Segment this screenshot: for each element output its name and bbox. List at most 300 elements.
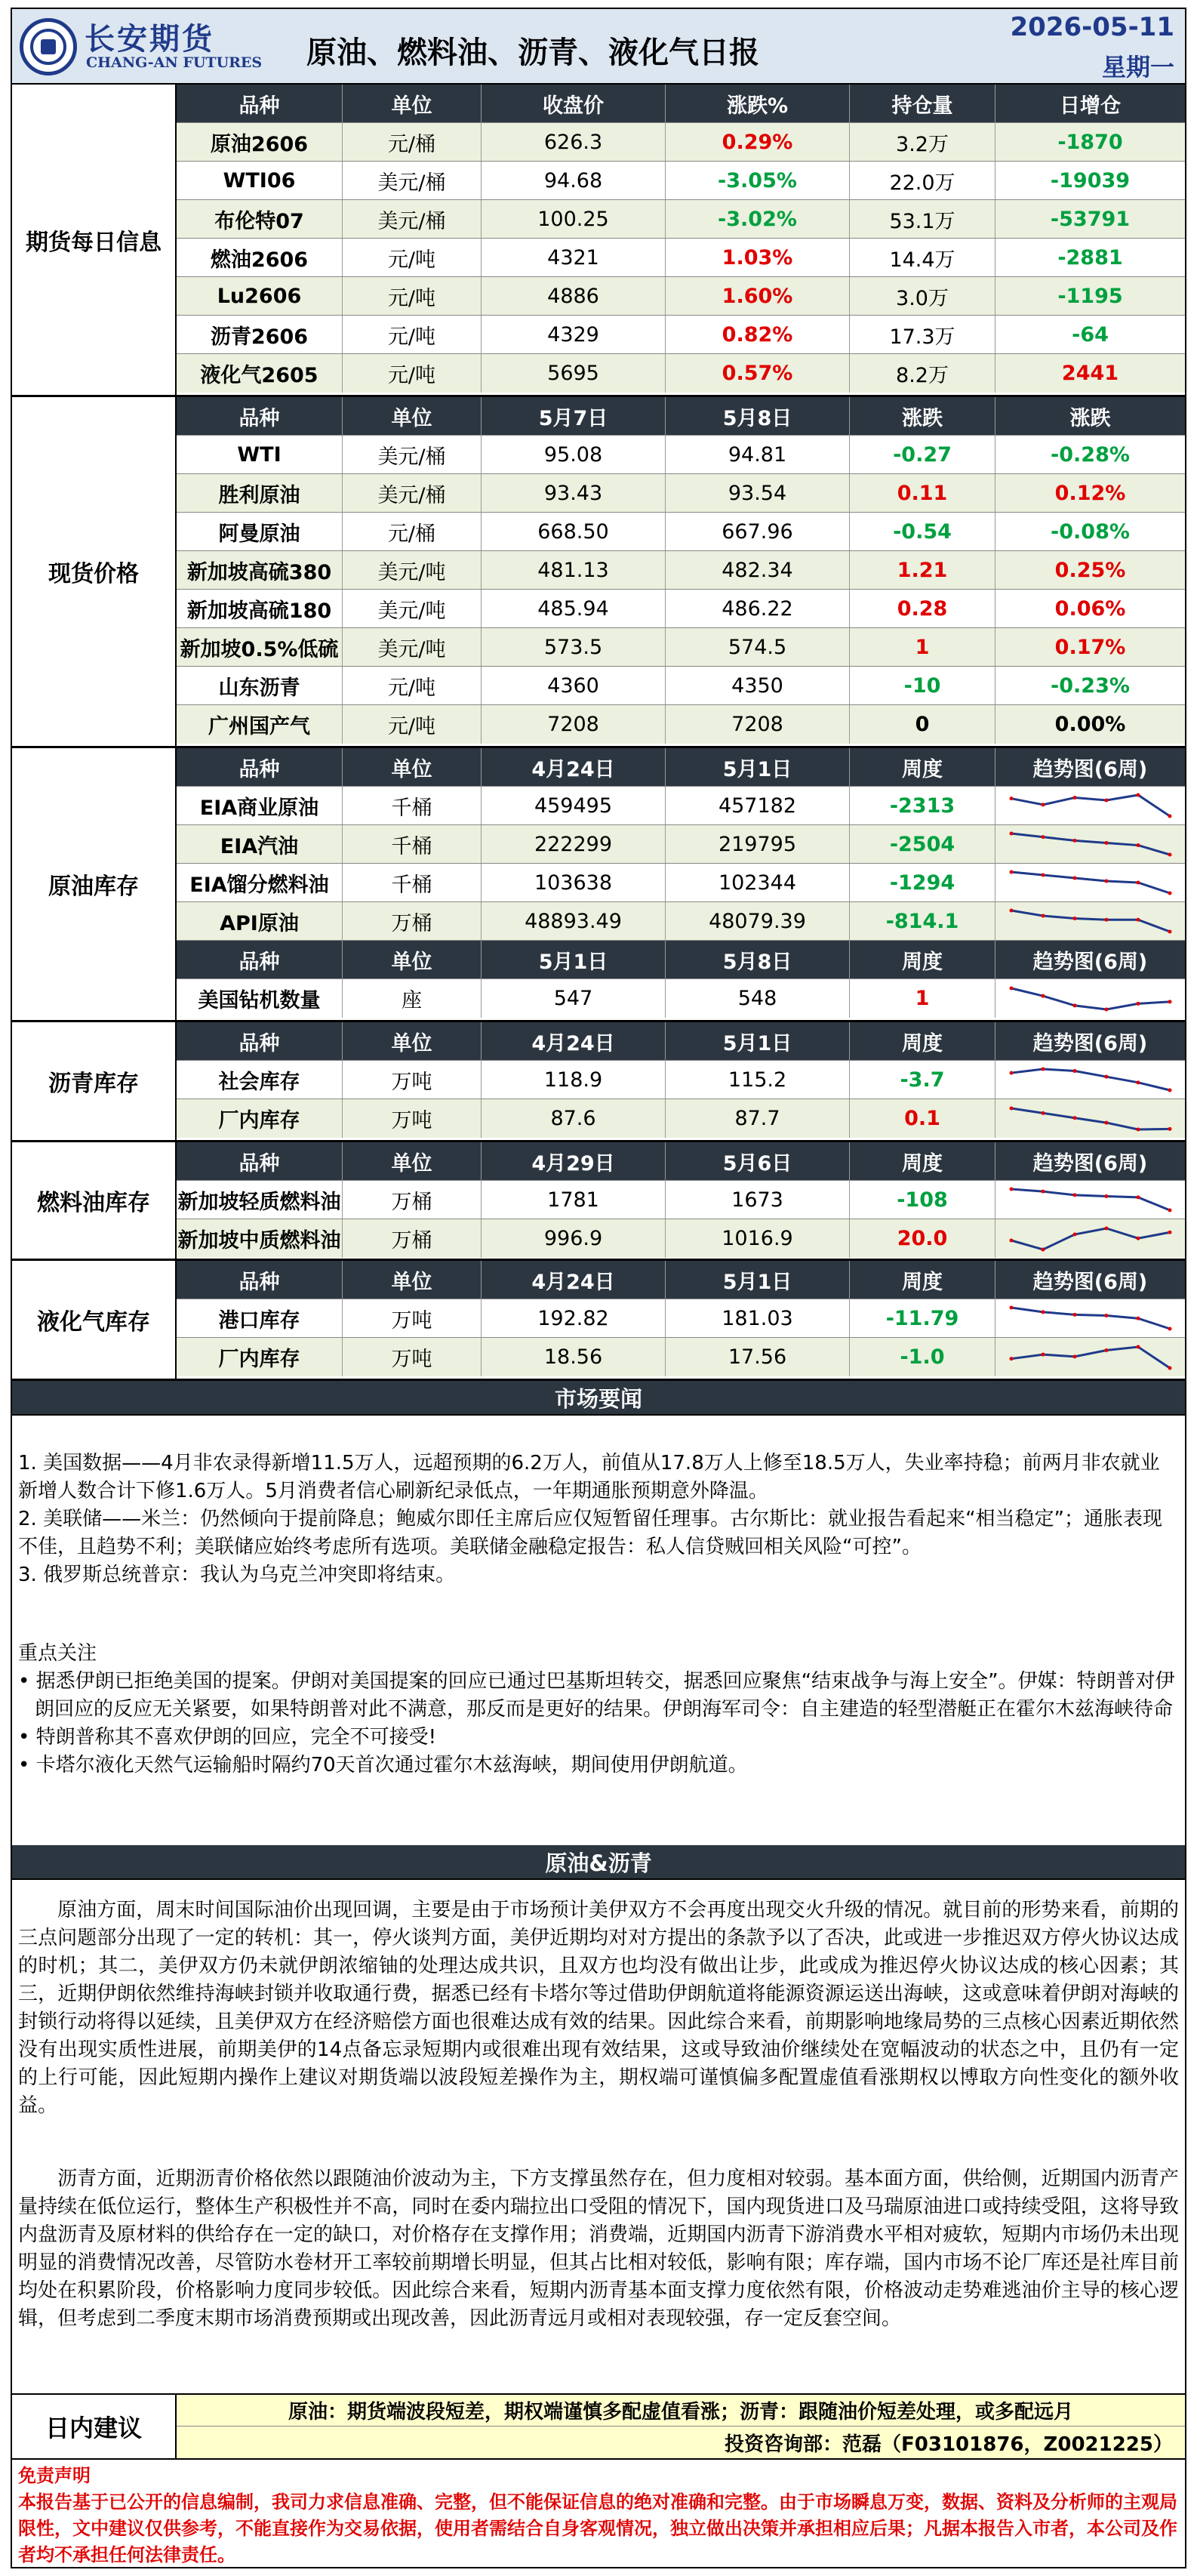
unit: 美元/桶 [343,162,482,199]
product-name: Lu2606 [177,277,343,315]
analysis-title: 原油&沥青 [12,1845,1185,1880]
advice-text: 原油：期货端波段短差，期权端谨慎多配虚值看涨；沥青：跟随油价短差处理，或多配远月 [177,2395,1185,2427]
focus-item: • 卡塔尔液化天然气运输船时隔约70天首次通过霍尔木兹海峡，期间使用伊朗航道。 [18,1754,748,1776]
asphalt-analysis: 沥青方面，近期沥青价格依然以跟随油价波动为主，下方支撑虽然存在，但力度相对较弱。基本面方面，供给侧，近期国内沥青产量持续在低位运行，整体生产积极性并不高，同时在委内瑞拉出口受阻的情况下，国内现货进口及马瑞原油进口或持续受阻，这将导致内盘沥青及原材料的供给存在一定的缺口，对价格存在支撑作用；消费端，近期国内沥青下游消费水平相对疲软，短期内市场仍未出现明显的消费情况改善，尽管防水卷材开工率较前期增长明显，但其占比相对较低，影响有限；库存端，国内市场不论厂库还是社库目前均处在积累阶段，价格影响力度同步较低。因此综合来看，短期内沥青基本面支撑力度依然有限，价格波动走势难逃油价主导的核心逻辑，但考虑到二季度末期市场消费预期或出现改善，因此沥青远月或相对表现较强，存一定反套空间。 [18,2168,1179,2330]
column-header: 涨跌 [1069,406,1111,430]
column-header: 周度 [850,748,995,786]
trend-point [1136,1195,1140,1199]
close-price: 94.68 [482,162,666,199]
company-name-cn: 长安期货 [85,22,214,57]
focus-title: 重点关注 [18,1642,97,1665]
section-label: 沥青库存 [12,1022,177,1140]
product-name: 阿曼原油 [177,513,343,550]
price-prev: 95.08 [482,436,666,473]
change-pct: 0.25% [1054,558,1126,582]
unit: 千桶 [343,825,482,863]
price-curr: 486.22 [666,590,850,627]
trend-point [1009,832,1013,836]
trend-point [1168,1366,1171,1370]
disclaimer [18,2463,1179,2568]
column-header: 周度 [850,941,995,978]
product-name: WTI06 [177,162,343,199]
table-row [177,239,1185,277]
trend-point [1009,909,1013,913]
price-prev: 485.94 [482,590,666,627]
news-item: 2. 美联储——米兰：仍然倾向于提前降息；鲍威尔即任主席后应仅短暂留任理事。古尔斯比：就业报告看起来“相当稳定”；通胀表现不佳，且趋势不利；美联储应始终考虑所有选项。美联储金融稳定报告：私人信贷贼回相关风险“可控”。 [18,1508,1163,1558]
trend-point [1104,1348,1108,1351]
trend-line [1011,911,1170,932]
table-header-row [177,941,1185,979]
unit: 元/桶 [343,513,482,550]
trend-sparkline [995,902,1185,940]
change: -0.54 [850,513,995,550]
trend-point [1104,1075,1108,1079]
news-item: 3. 俄罗斯总统普京：我认为乌克兰冲突即将结束。 [18,1564,456,1586]
open-interest: 17.3万 [850,316,995,353]
trend-point [1041,1310,1045,1314]
column-header: 品种 [177,1142,343,1180]
change-pct: -0.23% [1051,673,1130,698]
close-price: 4886 [482,277,666,315]
price-prev: 93.43 [482,474,666,512]
trend-sparkline [995,1061,1185,1098]
disclaimer-text: 本报告基于已公开的信息编制，我司力求信息准确、完整，但不能保证信息的绝对准确和完整。由于市场瞬息万变，数据、资料及分析师的主观局限性，文中建议仅供参考，不能直接作为交易依据，使用者需结合自身客观情况，独立做出决策并承担相应后果；凡据本报告入市者，本公司及作者均不承担任何法律责任。 [18,2491,1177,2565]
column-header: 单位 [343,748,482,786]
focus-item: • 据悉伊朗已拒绝美国的提案。伊朗对美国提案的回应已通过巴基斯坦转交，据悉回应聚焦“结束战争与海上安全”。伊媒：特朗普对伊朗回应的反应无关紧要，如果特朗普对此不满意，那反而是更好的结果。伊朗海军司令：自主建造的轻型潜艇正在霍尔木兹海峡待命 [18,1670,1175,1721]
unit: 美元/吨 [343,628,482,666]
product-name: 胜利原油 [177,474,343,512]
weekly-change: -108 [850,1181,995,1219]
column-header: 单位 [343,397,482,435]
trend-sparkline [995,1338,1185,1376]
asphalt-inventory-table [177,1022,1185,1138]
trend-point [1136,1080,1140,1084]
trend-line [1011,1308,1170,1329]
column-header: 趋势图(6周) [1032,1031,1148,1055]
table-row [177,162,1185,200]
trend-sparkline [995,825,1185,863]
change-pct: 0.00% [1054,713,1126,736]
column-header: 5月1日 [666,748,850,786]
close-price: 5695 [482,354,666,393]
daily-oi-change: -1870 [1057,130,1123,154]
table-row [177,667,1185,705]
unit: 万吨 [343,1299,482,1337]
trend-point [1136,918,1140,922]
report-header [12,9,1185,85]
product-name: EIA馏分燃料油 [177,864,343,901]
change-pct: 0.06% [1054,596,1126,621]
unit: 元/吨 [343,316,482,353]
trend-point [1041,874,1045,877]
unit: 美元/吨 [343,590,482,627]
trend-point [1104,799,1108,803]
value-curr: 457182 [666,787,850,824]
column-header: 4月29日 [482,1142,666,1180]
trend-point [1072,1354,1076,1358]
close-price: 100.25 [482,200,666,238]
trend-point [1072,917,1076,920]
open-interest: 53.1万 [850,200,995,238]
value-curr: 87.7 [666,1099,850,1138]
trend-chart [1005,906,1176,936]
trend-point [1072,1232,1076,1236]
product-name: 燃油2606 [177,239,343,276]
table-row [177,705,1185,744]
table-row [177,551,1185,590]
trend-sparkline [995,787,1185,824]
change: 0.11 [850,474,995,512]
value-curr: 548 [666,979,850,1018]
value-curr: 48079.39 [666,902,850,940]
weekly-change: 0.1 [850,1099,995,1138]
column-header: 5月6日 [666,1142,850,1180]
trend-line [1011,1347,1170,1368]
value-prev: 48893.49 [482,902,666,940]
trend-sparkline [995,1219,1185,1258]
weekly-change: -2504 [850,825,995,863]
table-row [177,1181,1185,1219]
change-pct: -3.02% [666,200,850,238]
trend-sparkline [995,1099,1185,1138]
unit: 万吨 [343,1099,482,1138]
trend-point [1168,1230,1171,1234]
table-row [177,864,1185,902]
report-title: 原油、燃料油、沥青、液化气日报 [306,35,759,70]
trend-chart [1005,1104,1176,1134]
column-header: 4月24日 [482,1022,666,1060]
trend-point [1136,881,1140,885]
price-prev: 573.5 [482,628,666,666]
change-pct: 0.82% [666,316,850,353]
trend-point [1136,1317,1140,1320]
trend-point [1104,1314,1108,1317]
trend-sparkline [995,1181,1185,1219]
trend-point [1041,1111,1045,1114]
change-pct: 0.17% [1054,635,1126,659]
weekly-change: -1.0 [850,1338,995,1376]
futures-section [12,85,1185,397]
trend-point [1041,914,1045,918]
table-row [177,590,1185,628]
daily-oi-change: -53791 [1050,207,1131,231]
focus-item: • 特朗普称其不喜欢伊朗的回应，完全不可接受! [18,1726,437,1749]
column-header: 持仓量 [850,85,995,122]
value-curr: 1016.9 [666,1219,850,1258]
spot-table [177,397,1185,744]
unit: 美元/吨 [343,551,482,589]
column-header: 单位 [343,85,482,122]
lpg-inventory-table [177,1261,1185,1376]
product-name: 新加坡中质燃料油 [177,1219,343,1258]
report-weekday: 星期一 [1101,53,1174,82]
trend-point [1136,1236,1140,1240]
table-row [177,316,1185,354]
table-row [177,436,1185,474]
trend-line [1011,988,1170,1009]
value-prev: 459495 [482,787,666,824]
trend-line [1011,795,1170,816]
column-header: 涨跌% [666,85,850,122]
trend-chart [1005,1342,1176,1373]
value-prev: 18.56 [482,1338,666,1376]
column-header: 5月7日 [482,397,666,435]
change-pct: -3.05% [666,162,850,199]
table-row [177,354,1185,393]
change: 1.21 [850,551,995,589]
trend-point [1072,877,1076,880]
table-header-row [177,397,1185,436]
table-row [177,825,1185,864]
weekly-change: -2313 [850,787,995,824]
price-prev: 481.13 [482,551,666,589]
trend-point [1104,841,1108,845]
value-curr: 219795 [666,825,850,863]
product-name: 山东沥青 [177,667,343,704]
trend-point [1104,1194,1108,1198]
trend-chart [1005,790,1176,821]
product-name: 布伦特07 [177,200,343,238]
trend-point [1009,1188,1013,1191]
trend-sparkline [995,864,1185,901]
value-prev: 547 [482,979,666,1018]
price-curr: 574.5 [666,628,850,666]
daily-oi-change: -19039 [1050,168,1131,193]
weekly-change: -11.79 [850,1299,995,1337]
unit: 元/吨 [343,705,482,744]
column-header: 单位 [343,941,482,978]
column-header: 品种 [177,85,343,122]
section-label: 期货每日信息 [12,85,177,395]
trend-point [1072,1193,1076,1197]
advice-label: 日内建议 [12,2395,177,2458]
trend-sparkline [995,979,1185,1018]
product-name: 新加坡高硫180 [177,590,343,627]
change-pct: -0.28% [1051,442,1130,467]
close-price: 4321 [482,239,666,276]
table-row [177,1061,1185,1099]
price-curr: 93.54 [666,474,850,512]
product-name: 美国钻机数量 [177,979,343,1018]
open-interest: 14.4万 [850,239,995,276]
price-curr: 667.96 [666,513,850,550]
table-row [177,1099,1185,1138]
unit: 万桶 [343,1219,482,1258]
value-curr: 102344 [666,864,850,901]
open-interest: 3.0万 [850,277,995,315]
unit: 万桶 [343,1181,482,1219]
trend-sparkline [995,1299,1185,1337]
report-page [11,8,1186,2568]
column-header: 日增仓 [1060,94,1121,118]
product-name: 广州国产气 [177,705,343,744]
fuel-inventory-table [177,1142,1185,1258]
unit: 万吨 [343,1061,482,1098]
value-prev: 87.6 [482,1099,666,1138]
unit: 美元/桶 [343,436,482,473]
column-header: 5月1日 [666,1022,850,1060]
change: -10 [850,667,995,704]
table-header-row [177,1142,1185,1181]
news-item: 1. 美国数据——4月非农录得新增11.5万人，远超预期的6.2万人，前值从17.8万人上修至18.5万人，失业率持稳；前两月非农就业新增人数合计下修1.6万人。5月消费者信心刷新纪录低点，一年期通胀预期意外降温。 [18,1452,1160,1502]
price-prev: 4360 [482,667,666,704]
price-curr: 482.34 [666,551,850,589]
unit: 元/吨 [343,239,482,276]
table-row [177,200,1185,239]
trend-point [1168,892,1171,895]
trend-line [1011,1228,1170,1249]
product-name: 厂内库存 [177,1099,343,1138]
company-logo-icon [20,18,77,75]
weekly-change: -814.1 [850,902,995,940]
unit: 千桶 [343,787,482,824]
trend-line [1011,1069,1170,1090]
section-label: 原油库存 [12,748,177,1020]
column-header: 涨跌 [850,397,995,435]
table-row [177,787,1185,825]
column-header: 周度 [850,1142,995,1180]
crude-analysis: 原油方面，周末时间国际油价出现回调，主要是由于市场预计美伊双方不会再度出现交火升级的情况。就目前的形势来看，前期的三点问题部分出现了一定的转机：其一，停火谈判方面，美伊近期均对对方提出的条款予以了否决，此或进一步推迟双方停火协议达成的时机；其二，美伊双方仍未就伊朗浓缩铀的处理达成共识，且双方也均没有做出让步，此或成为推迟停火协议达成的核心因素；其三，近期伊朗依然维持海峡封锁并收取通行费，据悉已经有卡塔尔等过借助伊朗航道将能源资源运送出海峡，这或意味着伊朗对海峡的封锁行动将得以延续，且美伊双方在经济赔偿方面也很难达成有效的结果。因此综合来看，前期影响地缘局势的三点核心因素近期依然没有出现实质性进展，前期美伊的14点备忘录短期内或很难出现有效结果，这或导致油价继续处在宽幅波动的状态之中，且仍有一定的上行可能，因此短期内操作上建议对期货端以波段短差操作为主，期权端可谨慎偏多配置虚值看涨期权以博取方向性变化的额外收益。 [18,1899,1179,2117]
price-curr: 94.81 [666,436,850,473]
change-pct: 0.29% [666,123,850,161]
value-curr: 17.56 [666,1338,850,1376]
column-header: 单位 [343,1261,482,1299]
change-pct: -0.08% [1051,519,1130,544]
column-header: 趋势图(6周) [1032,1151,1148,1176]
trend-point [1136,1127,1140,1131]
trend-point [1168,1209,1171,1213]
trend-point [1041,1247,1045,1251]
table-row [177,474,1185,513]
trend-point [1009,1357,1013,1360]
value-curr: 1673 [666,1181,850,1219]
trend-point [1072,1116,1076,1120]
value-curr: 115.2 [666,1061,850,1098]
table-row [177,979,1185,1018]
column-header: 趋势图(6周) [1032,950,1148,974]
column-header: 品种 [177,1022,343,1060]
trend-point [1104,1007,1108,1011]
table-header-row [177,1261,1185,1299]
trend-point [1168,1126,1171,1130]
open-interest: 22.0万 [850,162,995,199]
trend-line [1011,1189,1170,1210]
unit: 元/吨 [343,354,482,393]
product-name: 新加坡高硫380 [177,551,343,589]
value-prev: 1781 [482,1181,666,1219]
daily-oi-change: -2881 [1057,245,1123,270]
trend-point [1104,880,1108,883]
trend-point [1041,1352,1045,1356]
trend-point [1072,1313,1076,1317]
unit: 万桶 [343,902,482,940]
table-row [177,628,1185,667]
trend-point [1104,1226,1108,1230]
change: 0 [850,705,995,744]
close-price: 626.3 [482,123,666,161]
product-name: EIA汽油 [177,825,343,863]
column-header: 品种 [177,397,343,435]
table-row [177,123,1185,162]
trend-point [1009,1306,1013,1310]
column-header: 收盘价 [482,85,666,122]
daily-oi-change: -64 [1072,322,1109,347]
change-pct: 1.60% [666,277,850,315]
product-name: 原油2606 [177,123,343,161]
table-header-row [177,748,1185,787]
trend-point [1072,1069,1076,1073]
unit: 座 [343,979,482,1018]
daily-advice [12,2393,1185,2460]
column-header: 趋势图(6周) [1032,1270,1148,1294]
change-pct: 1.03% [666,239,850,276]
trend-chart [1005,984,1176,1014]
trend-line [1011,1108,1170,1129]
value-curr: 181.03 [666,1299,850,1337]
column-header: 品种 [177,748,343,786]
market-news-title: 市场要闻 [12,1381,1185,1416]
trend-point [1009,797,1013,800]
product-name: WTI [177,436,343,473]
table-row [177,1219,1185,1258]
column-header: 5月1日 [482,941,666,978]
trend-point [1041,1068,1045,1071]
change: 0.28 [850,590,995,627]
trend-line [1011,872,1170,893]
trend-point [1104,1120,1108,1124]
column-header: 4月24日 [482,1261,666,1299]
column-header: 5月8日 [666,941,850,978]
column-header: 品种 [177,1261,343,1299]
asphalt-inventory-section [12,1022,1185,1142]
advice-author: 投资咨询部：范磊（F03101876，Z0021225） [177,2427,1185,2458]
column-header: 5月8日 [666,397,850,435]
trend-line [1011,834,1170,855]
open-interest: 8.2万 [850,354,995,393]
unit: 元/吨 [343,277,482,315]
daily-oi-change: 2441 [1061,362,1119,385]
price-prev: 668.50 [482,513,666,550]
unit: 千桶 [343,864,482,901]
trend-point [1072,796,1076,800]
table-row [177,277,1185,316]
trend-point [1009,1106,1013,1110]
table-row [177,1299,1185,1338]
trend-point [1072,839,1076,843]
trend-point [1041,1190,1045,1194]
value-prev: 222299 [482,825,666,863]
fuel-inventory-section [12,1142,1185,1261]
weekly-change: 1 [850,979,995,1018]
unit: 元/吨 [343,667,482,704]
trend-chart [1005,829,1176,859]
column-header: 单位 [343,1142,482,1180]
product-name: EIA商业原油 [177,787,343,824]
futures-table [177,85,1185,393]
section-label: 液化气库存 [12,1261,177,1379]
product-name: API原油 [177,902,343,940]
value-prev: 118.9 [482,1061,666,1098]
trend-point [1136,1345,1140,1348]
product-name: 新加坡轻质燃料油 [177,1181,343,1219]
value-prev: 103638 [482,864,666,901]
trend-point [1168,815,1171,818]
unit: 美元/桶 [343,474,482,512]
trend-point [1041,803,1045,806]
trend-chart [1005,1185,1176,1215]
column-header: 单位 [343,1022,482,1060]
value-prev: 996.9 [482,1219,666,1258]
